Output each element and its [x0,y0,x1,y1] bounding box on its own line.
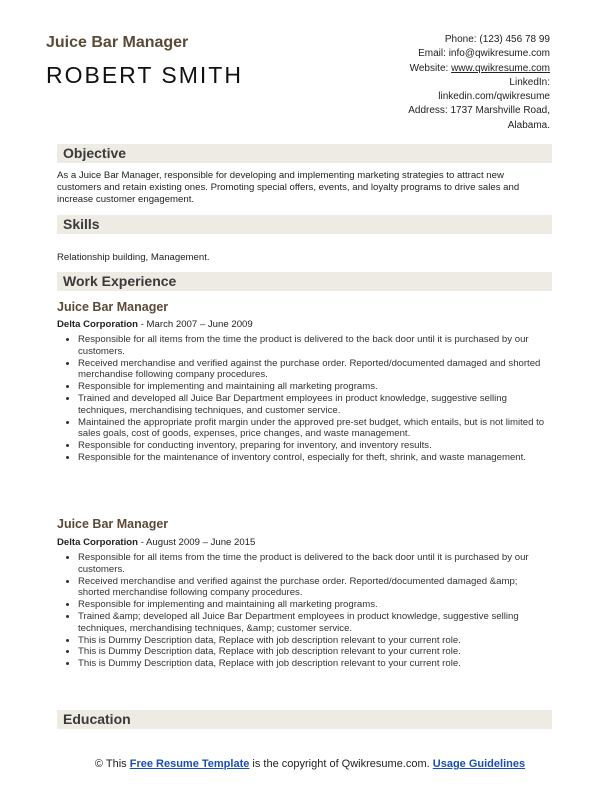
contact-phone [320,33,550,47]
footer-middle: is the copyright of Qwikresume.com. [249,758,433,770]
work-experience-section-header [57,272,552,291]
work-experience-title: Work Experience [63,273,177,289]
phone-label: Phone: [444,34,477,45]
footer-copyright [40,758,580,772]
job-1-title: Juice Bar Manager [57,300,169,314]
job-2-company-line [57,537,255,548]
usage-guidelines-link[interactable]: Usage Guidelines [432,758,526,770]
job-1-company-line [57,319,253,330]
website-label: Website: [409,62,449,74]
job-1-company: Delta Corporation [57,319,139,330]
list-item: • This is Dummy Description data, Replace with job description relevant to your current role. [78,658,548,670]
phone-value: (123) 456 78 99 [479,34,550,45]
email-value: info@qwikresume.com [448,48,550,60]
contact-email [320,47,550,61]
list-item: • Responsible for all items from the time the product is delivered to the back door until it is purchased by our customers. [78,552,548,576]
address-label: Address: [408,105,448,117]
free-resume-template-link[interactable]: Free Resume Template [129,758,250,770]
email-label: Email: [418,48,446,60]
education-title: Education [63,711,131,727]
list-item: • Responsible for implementing and maintaining all marketing programs. [78,381,548,393]
footer-prefix: © This [94,758,130,770]
list-item: • This is Dummy Description data, Replace with job description relevant to your current role. [78,646,548,658]
address-line2: Alabama. [507,119,550,131]
list-item: • Trained and developed all Juice Bar Department employees in product knowledge, suggestive selling techniques, merchandising techniques, and customer service. [78,393,548,417]
skills-section-header [57,215,552,234]
objective-section-header [57,144,552,163]
list-item: • Trained &amp; developed all Juice Bar Department employees in product knowledge, suggestive selling techniques, merchandising techniques, &amp; customer service. [78,611,548,635]
job-2-dates: - August 2009 – June 2015 [138,537,256,548]
job-2-title: Juice Bar Manager [57,517,169,531]
linkedin-label: LinkedIn: [509,76,550,88]
objective-text: As a Juice Bar Manager, responsible for developing and implementing marketing strategies to attract new customers and retain existing ones. Promoting special offers, events, and loyalty programs to drive sales and increase customer engagement. [57,170,520,205]
objective-title: Objective [63,145,127,161]
contact-block [320,33,550,133]
job-1-bullets [64,334,548,464]
list-item: • Responsible for the maintenance of inventory control, especially for theft, shrink, and waste management. [78,452,548,464]
list-item: • Received merchandise and verified against the purchase order. Reported/documented damaged &amp; shorted merchandise following company procedures. [78,576,548,600]
resume-job-title: Juice Bar Manager [46,34,189,51]
list-item: • Maintained the appropriate profit margin under the approved pre-set budget, which entails, but is not limited to sales goals, cost of goods, expenses, price changes, and waste management. [78,417,548,441]
linkedin-value: linkedin.com/qwikresume [438,91,550,103]
address-line1: 1737 Marshville Road, [450,105,550,117]
website-link[interactable]: www.qwikresume.com [451,62,550,74]
contact-website [320,62,550,76]
list-item: • Responsible for implementing and maintaining all marketing programs. [78,599,548,611]
list-item: • Responsible for conducting inventory, preparing for inventory, and inventory results. [78,440,548,452]
education-section-header [57,710,552,729]
job-2-bullets [64,552,548,670]
candidate-name: ROBERT SMITH [46,62,243,88]
skills-text: Relationship building, Management. [57,252,210,263]
list-item: • Responsible for all items from the time the product is delivered to the back door until it is purchased by our customers. [78,334,548,358]
job-1-dates: - March 2007 – June 2009 [138,319,253,330]
contact-address [320,104,550,118]
skills-title: Skills [63,216,100,232]
list-item: • This is Dummy Description data, Replace with job description relevant to your current role. [78,635,548,647]
list-item: • Received merchandise and verified against the purchase order. Reported/documented damaged and shorted merchandise following company procedures. [78,358,548,382]
job-2-company: Delta Corporation [57,537,139,548]
